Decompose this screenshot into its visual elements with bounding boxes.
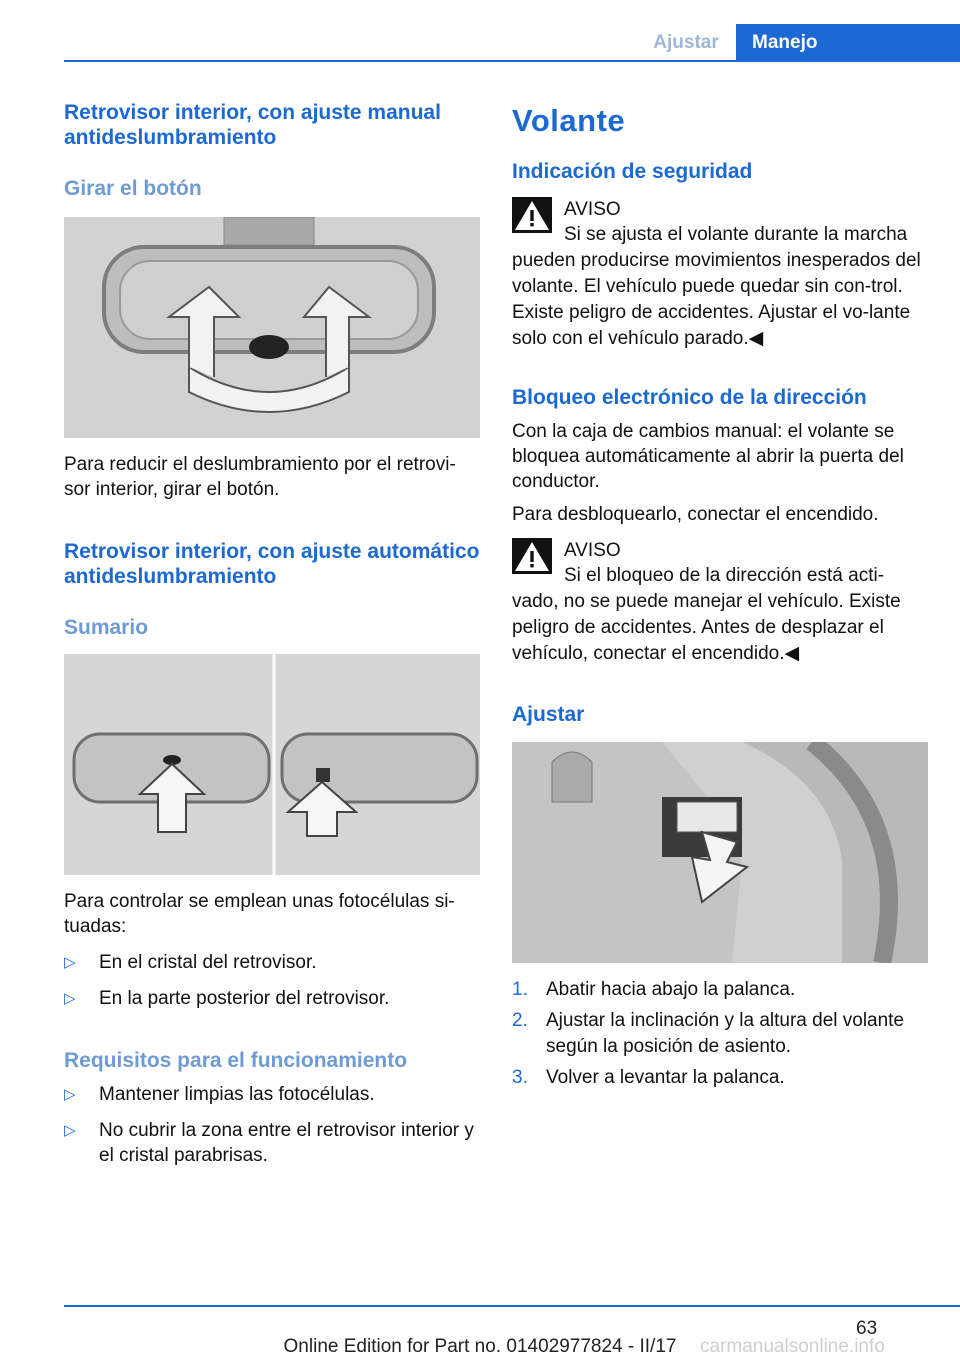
warning-box-2 [512,538,928,667]
list-item [64,986,480,1011]
auto-mirror-figure [64,654,480,875]
list-item-text: No cubrir la zona entre el retrovisor interior y el cristal parabrisas. [99,1120,474,1166]
list-item [64,1082,480,1107]
list-item [64,1118,480,1168]
steering-lock-text-1: Con la caja de cambios manual: el volante se bloquea automáticamente al abrir la puerta del conductor. [512,421,904,492]
subtitle-ajustar: Ajustar [512,703,585,726]
section-title-manual-mirror: Retrovisor interior, con ajuste manual antideslumbramiento [64,101,441,149]
photocells-intro-text: Para controlar se emplean unas fotocélulas si‐tuadas: [64,891,455,937]
watermark: carmanualsonline.info [700,1336,885,1357]
step-number: 2. [512,1010,528,1031]
list-item [64,950,480,975]
list-item [512,1008,928,1060]
triangle-bullet-icon: ▷ [64,954,76,971]
manual-mirror-figure [64,217,480,438]
subtitle-safety: Indicación de seguridad [512,160,753,183]
step-text: Ajustar la inclinación y la altura del volante según la posición de asiento. [546,1010,905,1057]
subtitle-steering-lock: Bloqueo electrónico de la dirección [512,386,867,409]
list-item-text: Mantener limpias las fotocélulas. [99,1084,375,1105]
adjust-steps-list [512,977,928,1091]
subtitle-sumario: Sumario [64,616,149,639]
edition-line: Online Edition for Part no. 01402977824 - II/17 [283,1336,677,1357]
warning-text-2: Si el bloqueo de la dirección está acti‐vado, no se puede manejar el vehículo. Existe peligro de accidentes. Antes de desplazar el vehículo, conectar el encendido.◀ [512,565,901,664]
header-rule [64,60,960,62]
warning-triangle-icon [512,538,552,574]
section-title-volante: Volante [512,103,626,138]
photocells-list [64,950,480,1011]
footer-rule [64,1305,960,1307]
tab-ajustar[interactable]: Ajustar [653,32,719,53]
step-number: 1. [512,979,528,1000]
warning-label-2: AVISO [564,540,621,561]
warning-triangle-icon [512,197,552,233]
right-column [512,102,928,1091]
triangle-bullet-icon: ▷ [64,990,76,1007]
step-text: Volver a levantar la palanca. [546,1067,785,1088]
steering-lever-figure [512,742,928,963]
step-text: Abatir hacia abajo la palanca. [546,979,796,1000]
tab-manejo[interactable]: Manejo [736,24,960,61]
triangle-bullet-icon: ▷ [64,1086,76,1103]
warning-text-1: Si se ajusta el volante durante la marcha pueden producirse movimientos inesperados del volante. El vehículo puede quedar sin con‐trol. Existe peligro de accidentes. Ajustar el vo‐lante solo con el vehículo parado.◀ [512,224,921,349]
page-number: 63 [856,1318,878,1339]
steering-lock-text-2: Para desbloquearlo, conectar el encendido. [512,504,879,525]
subtitle-requirements: Requisitos para el funcionamiento [64,1049,408,1072]
list-item-text: En el cristal del retrovisor. [99,952,317,973]
requirements-list [64,1082,480,1168]
list-item [512,1065,928,1091]
left-column [64,100,480,1168]
subtitle-turn-knob: Girar el botón [64,177,202,200]
step-number: 3. [512,1067,528,1088]
manual-mirror-text: Para reducir el deslumbramiento por el retrovi‐sor interior, girar el botón. [64,454,456,500]
warning-box-1 [512,197,928,352]
list-item [512,977,928,1003]
warning-label-1: AVISO [564,199,621,220]
section-title-auto-mirror: Retrovisor interior, con ajuste automático antideslumbramiento [64,540,480,588]
triangle-bullet-icon: ▷ [64,1122,76,1139]
list-item-text: En la parte posterior del retrovisor. [99,988,390,1009]
